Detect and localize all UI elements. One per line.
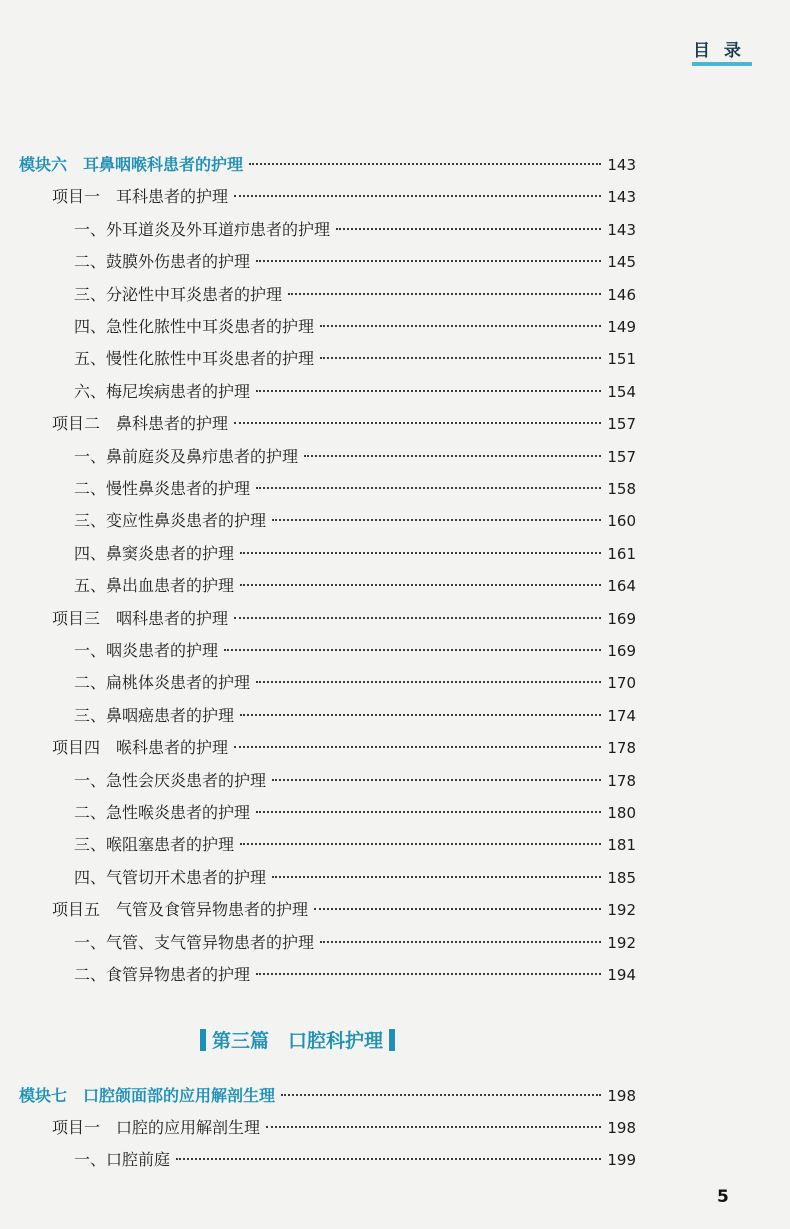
dot-leader — [266, 1126, 601, 1128]
dot-leader — [240, 584, 601, 586]
dot-leader — [256, 811, 601, 813]
toc-entry-label: 一、鼻前庭炎及鼻疖患者的护理 — [74, 446, 299, 466]
toc-entry-label: 三、变应性鼻炎患者的护理 — [74, 511, 267, 531]
toc-entry-label: 一、急性会厌炎患者的护理 — [74, 770, 267, 790]
dot-leader — [320, 325, 601, 327]
dot-leader — [256, 390, 601, 392]
toc-entry-project — [52, 187, 636, 209]
dot-leader — [288, 293, 601, 295]
toc-entry-label: 项目二 鼻科患者的护理 — [52, 414, 229, 434]
dot-leader — [240, 552, 601, 554]
toc-entry-project — [52, 738, 636, 760]
toc-entry-page: 169 — [607, 642, 636, 660]
toc-entry-label: 项目一 耳科患者的护理 — [52, 187, 229, 207]
toc-entry-page: 160 — [607, 512, 636, 531]
dot-leader — [314, 908, 601, 910]
dot-leader — [336, 228, 601, 230]
toc-entry-item — [74, 479, 636, 501]
toc-entry-item — [74, 1150, 636, 1172]
dot-leader — [234, 746, 601, 748]
dot-leader — [234, 617, 601, 619]
toc-entry-label: 三、鼻咽癌患者的护理 — [74, 705, 235, 725]
header-accent-rule — [692, 62, 752, 66]
toc-entry-project — [52, 900, 636, 922]
toc-entry-item — [74, 511, 636, 533]
dot-leader — [320, 357, 601, 359]
toc-entry-label: 二、鼓膜外伤患者的护理 — [74, 252, 251, 272]
toc-entry-label: 六、梅尼埃病患者的护理 — [74, 381, 251, 401]
dot-leader — [256, 487, 601, 489]
toc-entry-page: 192 — [607, 933, 636, 952]
toc-entry-item — [74, 544, 636, 566]
toc-entry-page: 151 — [607, 350, 636, 369]
toc-entry-project — [52, 414, 636, 436]
toc-entry-item — [74, 835, 636, 857]
toc-entry-item — [74, 965, 636, 987]
dot-leader — [234, 422, 601, 424]
dot-leader — [272, 779, 601, 781]
toc-entry-item — [74, 771, 636, 793]
dot-leader — [256, 260, 601, 262]
toc-entry-page: 157 — [607, 415, 636, 434]
toc-entry-item — [74, 641, 636, 663]
dot-leader — [224, 649, 601, 651]
toc-entry-page: 174 — [607, 706, 636, 725]
toc-entry-page: 170 — [607, 674, 636, 693]
toc-entry-page: 157 — [607, 447, 636, 466]
toc-entry-page: 161 — [607, 544, 636, 563]
toc-entry-item — [74, 252, 636, 274]
toc-entry-item — [74, 285, 636, 307]
toc-entry-page: 169 — [607, 609, 636, 628]
toc-entry-page: 178 — [607, 739, 636, 758]
toc-entry-page: 198 — [607, 1119, 636, 1137]
toc-entry-page: 198 — [607, 1087, 636, 1105]
section-banner — [200, 1026, 395, 1053]
toc-entry-page: 178 — [607, 771, 636, 790]
toc-entry-label: 二、食管异物患者的护理 — [74, 965, 251, 984]
toc-entry-label: 四、气管切开术患者的护理 — [74, 867, 267, 887]
toc-entry-page: 149 — [607, 318, 636, 336]
toc-entry-item — [74, 933, 636, 955]
toc-entry-label: 一、咽炎患者的护理 — [74, 641, 219, 660]
dot-leader — [240, 714, 601, 716]
toc-entry-item — [74, 382, 636, 404]
toc-entry-item — [74, 706, 636, 728]
toc-entry-page: 143 — [607, 188, 636, 207]
dot-leader — [272, 876, 601, 878]
toc-entry-label: 一、外耳道炎及外耳道疖患者的护理 — [74, 219, 331, 239]
toc-entry-label: 项目四 喉科患者的护理 — [52, 738, 229, 758]
toc-entry-item — [74, 447, 636, 469]
banner-right-bar — [389, 1029, 395, 1051]
page-number: 5 — [717, 1187, 729, 1207]
dot-leader — [234, 195, 601, 197]
toc-entry-page: 199 — [607, 1151, 636, 1169]
toc-entry-item — [74, 673, 636, 695]
toc-entry-item — [74, 868, 636, 890]
toc-entry-project — [52, 609, 636, 631]
page-header-title: 目 录 — [693, 41, 745, 61]
dot-leader — [304, 455, 601, 457]
toc-entry-label: 三、喉阻塞患者的护理 — [74, 835, 235, 855]
toc-entry-project — [52, 1118, 636, 1140]
dot-leader — [272, 519, 601, 521]
dot-leader — [249, 163, 601, 165]
toc-entry-label: 五、鼻出血患者的护理 — [74, 576, 235, 596]
section-title: 第三篇 口腔科护理 — [212, 1030, 384, 1052]
toc-entry-label: 三、分泌性中耳炎患者的护理 — [74, 284, 283, 304]
dot-leader — [240, 843, 601, 845]
dot-leader — [281, 1094, 601, 1096]
toc-entry-item — [74, 349, 636, 371]
dot-leader — [256, 973, 601, 975]
toc-entry-page: 143 — [607, 156, 636, 174]
toc-entry-page: 143 — [607, 220, 636, 239]
toc-entry-page: 181 — [607, 836, 636, 855]
banner-left-bar — [200, 1029, 206, 1051]
toc-entry-label: 项目三 咽科患者的护理 — [52, 608, 229, 628]
toc-entry-page: 185 — [607, 868, 636, 887]
toc-entry-label: 二、扁桃体炎患者的护理 — [74, 673, 251, 693]
toc-entry-label: 模块七 口腔颌面部的应用解剖生理 — [19, 1086, 276, 1105]
toc-entry-label: 项目一 口腔的应用解剖生理 — [52, 1118, 261, 1137]
toc-entry-page: 194 — [607, 966, 636, 984]
toc-entry-module — [19, 155, 636, 177]
toc-entry-module — [19, 1086, 636, 1108]
toc-entry-label: 四、鼻窦炎患者的护理 — [74, 543, 235, 563]
toc-entry-label: 一、口腔前庭 — [74, 1150, 171, 1169]
toc-entry-page: 164 — [607, 577, 636, 596]
toc-entry-label: 项目五 气管及食管异物患者的护理 — [52, 900, 309, 920]
toc-entry-page: 145 — [607, 253, 636, 272]
dot-leader — [176, 1158, 601, 1160]
toc-entry-item — [74, 576, 636, 598]
dot-leader — [320, 941, 601, 943]
toc-entry-item — [74, 220, 636, 242]
toc-entry-page: 154 — [607, 382, 636, 401]
toc-entry-label: 模块六 耳鼻咽喉科患者的护理 — [19, 155, 244, 174]
toc-entry-item — [74, 803, 636, 825]
toc-entry-page: 158 — [607, 480, 636, 498]
toc-entry-page: 192 — [607, 901, 636, 920]
toc-entry-item — [74, 317, 636, 339]
toc-entry-label: 四、急性化脓性中耳炎患者的护理 — [74, 317, 315, 336]
toc-entry-label: 一、气管、支气管异物患者的护理 — [74, 932, 315, 952]
dot-leader — [256, 681, 601, 683]
toc-entry-page: 146 — [607, 285, 636, 304]
toc-entry-label: 二、急性喉炎患者的护理 — [74, 803, 251, 822]
toc-entry-label: 五、慢性化脓性中耳炎患者的护理 — [74, 349, 315, 369]
toc-entry-label: 二、慢性鼻炎患者的护理 — [74, 479, 251, 498]
toc-entry-page: 180 — [607, 804, 636, 822]
